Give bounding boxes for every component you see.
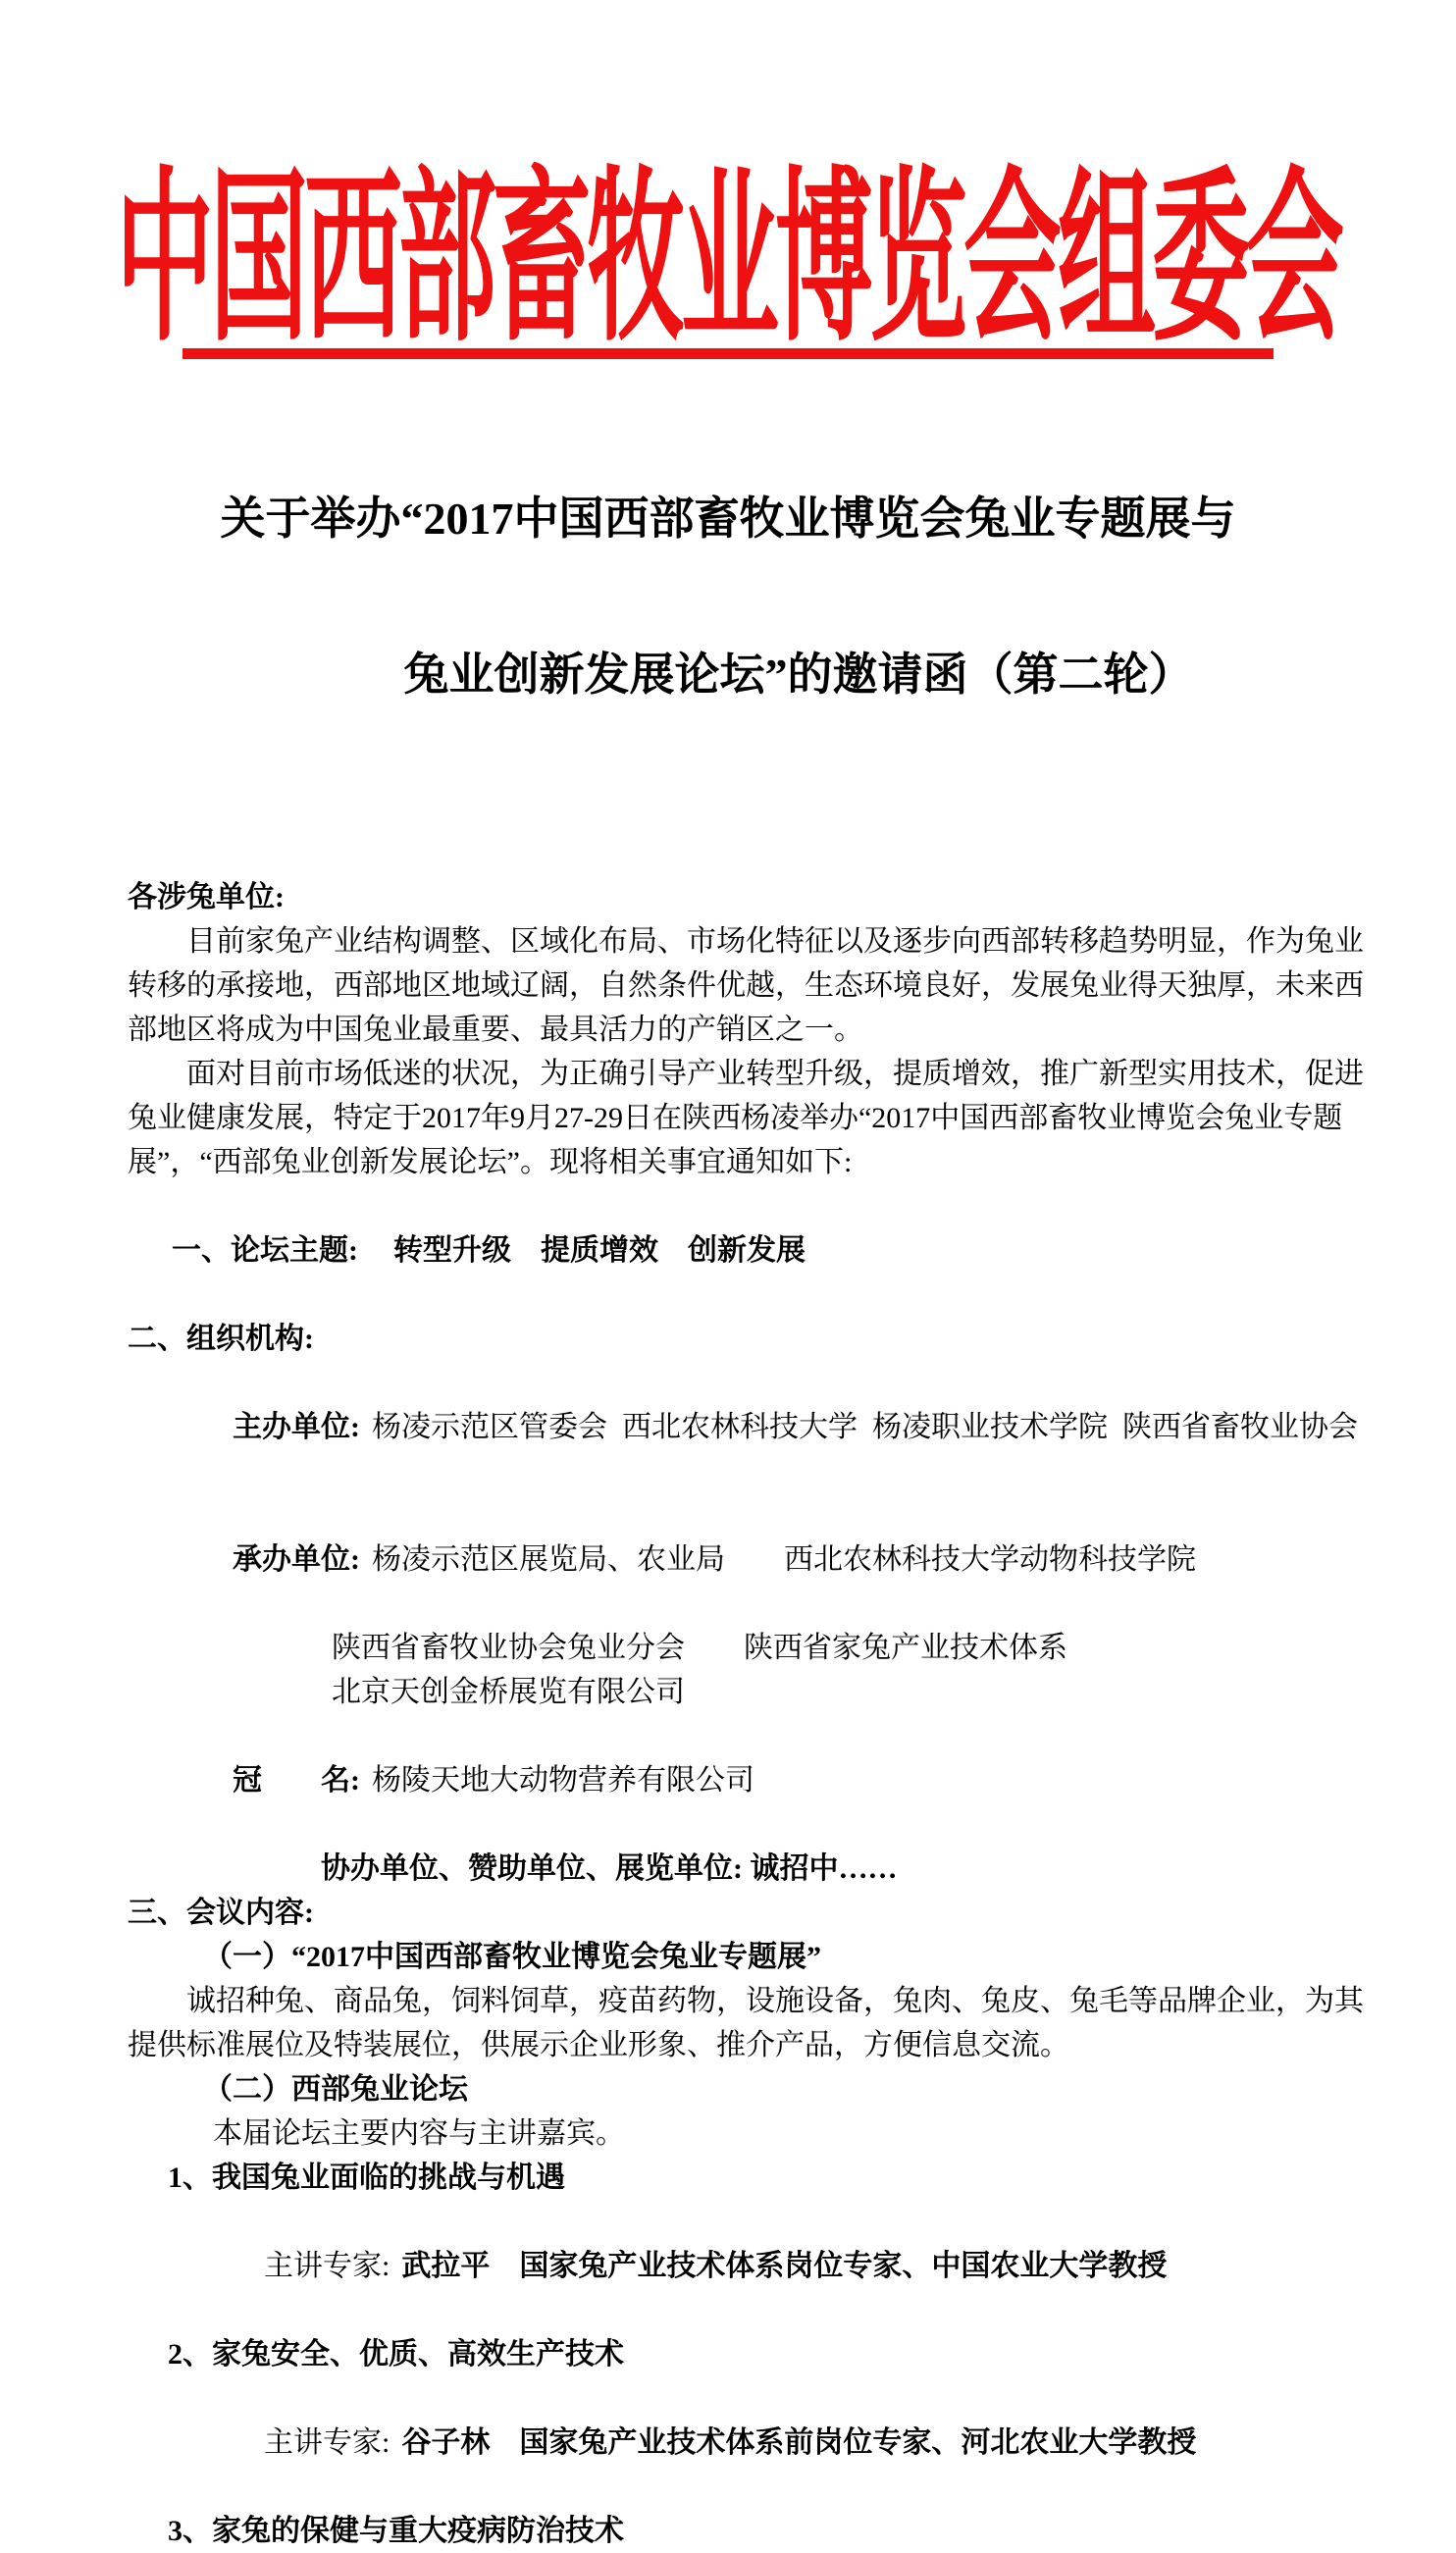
letterhead-title: 中国西部畜牧业博览会组委会 xyxy=(116,156,1340,364)
letter-body xyxy=(0,875,1456,2553)
part2-forum-heading: （二）西部兔业论坛 xyxy=(203,2073,468,2106)
intro-paragraph2-line1: 面对目前市场低迷的状况，为正确引导产业转型升级，提质增效，推广新型实用技术，促进 xyxy=(186,1058,1364,1090)
naming-sponsor-value: 杨陵天地大动物营养有限公司 xyxy=(372,1764,754,1797)
salutation: 各涉兔单位: xyxy=(128,881,285,913)
host-unit-row xyxy=(128,1361,1378,1493)
organizer-unit-cont2: 北京天创金桥展览有限公司 xyxy=(332,1676,685,1708)
topic3-title: 3、家兔的保健与重大疫病防治技术 xyxy=(168,2515,624,2547)
topic1-title: 1、我国兔业面临的挑战与机遇 xyxy=(168,2162,565,2194)
naming-sponsor-row xyxy=(128,1714,1378,1847)
organizer-unit-row xyxy=(128,1493,1378,1626)
intro-paragraph2-line3: 展”，“西部兔业创新发展论坛”。现将相关事宜通知如下: xyxy=(128,1146,853,1178)
intro-paragraph1-line3: 部地区将成为中国兔业最重要、最具活力的产销区之一。 xyxy=(128,1014,863,1046)
topic2-speaker-value: 谷子林 国家兔产业技术体系前岗位专家、河北农业大学教授 xyxy=(401,2426,1197,2459)
intro-paragraph2-line2: 兔业健康发展，特定于2017年9月27-29日在陕西杨凌举办“2017中国西部畜牧业博览会兔业专题 xyxy=(128,1102,1343,1134)
part1-line2: 提供标准展位及特装展位，供展示企业形象、推介产品，方便信息交流。 xyxy=(128,2029,1069,2061)
host-unit-value: 杨凌示范区管委会 西北农林科技大学 杨凌职业技术学院 陕西省畜牧业协会 xyxy=(372,1411,1358,1443)
section1-forum-theme xyxy=(128,1184,1378,1317)
naming-sponsor-label: 冠 名: xyxy=(233,1764,360,1797)
organizer-unit-label: 承办单位: xyxy=(233,1543,360,1576)
topic2-speaker-row xyxy=(128,2376,1378,2509)
host-unit-label: 主办单位: xyxy=(233,1411,360,1443)
letterhead xyxy=(0,0,1456,364)
document-title-line2: 兔业创新发展论坛”的邀请函（第二轮） xyxy=(403,650,1194,700)
topic1-speaker-value: 武拉平 国家兔产业技术体系岗位专家、中国农业大学教授 xyxy=(401,2250,1168,2282)
part2-forum-intro: 本届论坛主要内容与主讲嘉宾。 xyxy=(213,2117,625,2150)
section2-organization-heading: 二、组织机构: xyxy=(128,1323,314,1355)
part1-expo-heading: （一）“2017中国西部畜牧业博览会兔业专题展” xyxy=(203,1941,821,1973)
section3-content-heading: 三、会议内容: xyxy=(128,1897,314,1929)
topic1-speaker-label: 主讲专家: xyxy=(264,2250,390,2282)
part1-line1: 诚招种兔、商品兔，饲料饲草，疫苗药物，设施设备，兔肉、兔皮、兔毛等品牌企业，为其 xyxy=(186,1985,1364,2017)
topic1-speaker-row xyxy=(128,2200,1378,2332)
topic2-title: 2、家兔安全、优质、高效生产技术 xyxy=(168,2338,624,2371)
organizer-unit-cont1: 陕西省畜牧业协会兔业分会 陕西省家兔产业技术体系 xyxy=(332,1632,1067,1664)
topic2-speaker-label: 主讲专家: xyxy=(264,2426,390,2459)
document-title-line1: 关于举办“2017中国西部畜牧业博览会兔业专题展与 xyxy=(220,494,1236,544)
document-title xyxy=(0,389,1456,805)
recruiting-units-line: 协办单位、赞助单位、展览单位: 诚招中…… xyxy=(321,1852,898,1885)
section1-label: 一、论坛主题: xyxy=(172,1234,358,1267)
intro-paragraph1-line1: 目前家兔产业结构调整、区域化布局、市场化特征以及逐步向西部转移趋势明显，作为兔业 xyxy=(186,925,1364,958)
intro-paragraph1-line2: 转移的承接地，西部地区地域辽阔，自然条件优越，生态环境良好，发展兔业得天独厚，未来西 xyxy=(128,969,1364,1002)
organizer-unit-value: 杨凌示范区展览局、农业局 西北农林科技大学动物科技学院 xyxy=(372,1543,1196,1576)
section1-theme-value: 转型升级 提质增效 创新发展 xyxy=(393,1234,806,1267)
